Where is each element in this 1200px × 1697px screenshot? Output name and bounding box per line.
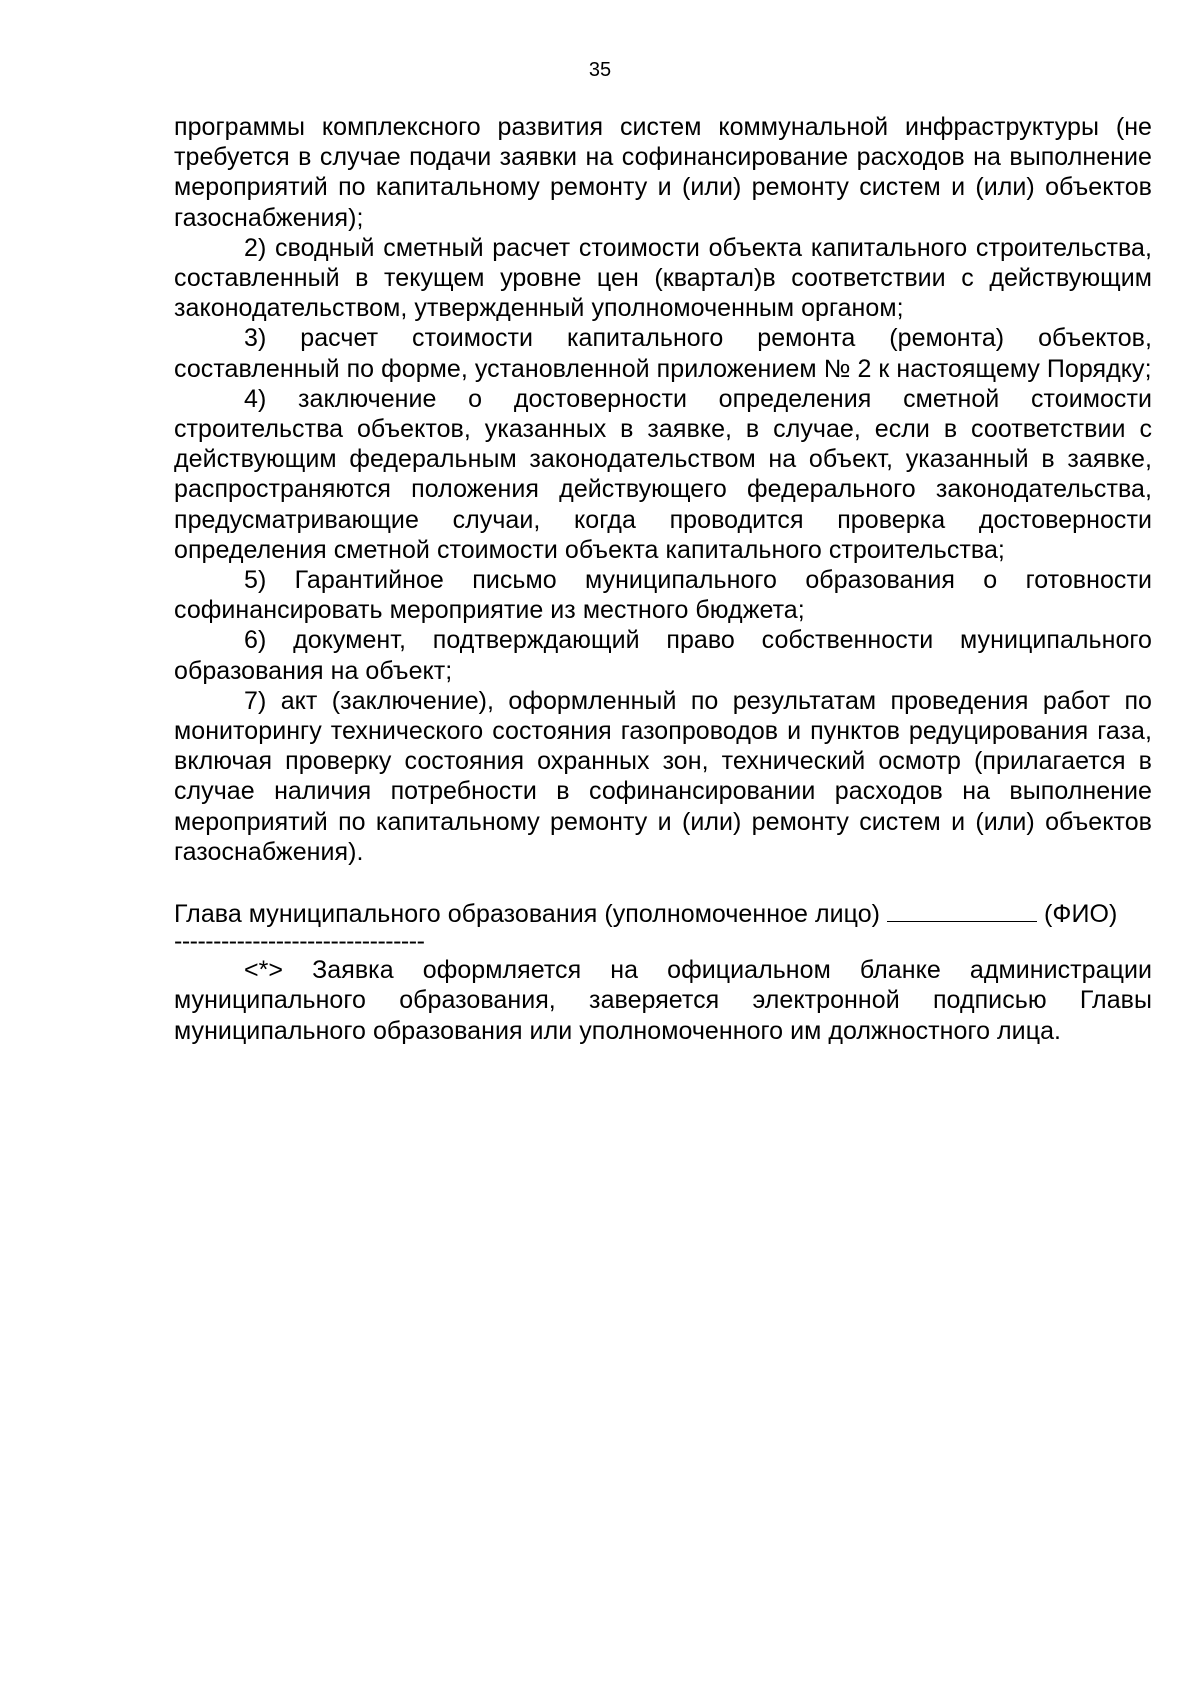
separator-line: --------------------------------: [174, 927, 425, 956]
footnote-separator: [174, 927, 1152, 956]
list-item-3: 3) расчет стоимости капитального ремонта (ремонта) объектов, составленный по форме, установленной приложением № 2 к настоящему Порядку;: [174, 324, 1152, 383]
signature-line: [887, 899, 1037, 922]
footnote: <*> Заявка оформляется на официальном бланке администрации муниципального образования, заверяется электронной подписью Главы муниципального образования или уполномоченного им должностного лица.: [174, 956, 1152, 1045]
paragraph-continuation: программы комплексного развития систем коммунальной инфраструктуры (не требуется в случае подачи заявки на софинансирование расходов на выполнение мероприятий по капитальному ремонту и (или) ремонту систем и (или) объектов газоснабжения);: [174, 113, 1152, 232]
list-item-4: 4) заключение о достоверности определения сметной стоимости строительства объектов, указанных в заявке, в случае, если в соответствии с действующим федеральным законодательством на объект, указанный в заявке, распространяются положения действующего федерального законодательства, предусматривающие случаи, когда проводится проверка достоверности определения сметной стоимости объекта капитального строительства;: [174, 384, 1152, 564]
page-number: 35: [588, 59, 612, 81]
signature-block: [174, 899, 1152, 929]
list-item-7: 7) акт (заключение), оформленный по результатам проведения работ по мониторингу технического состояния газопроводов и пунктов редуцирования газа, включая проверку состояния охранных зон, технический осмотр (прилагается в случае наличия потребности в софинансировании расходов на выполнение мероприятий по капитальному ремонту и (или) ремонту систем и (или) объектов газоснабжения).: [174, 686, 1152, 866]
signature-fio: (ФИО): [1044, 900, 1118, 929]
signature-text: Глава муниципального образования (уполномоченное лицо): [174, 900, 881, 929]
list-item-2: 2) сводный сметный расчет стоимости объекта капитального строительства, составленный в текущем уровне цен (квартал)в соответствии с действующим законодательством, утвержденный уполномоченным органом;: [174, 233, 1152, 323]
list-item-5: 5) Гарантийное письмо муниципального образования о готовности софинансировать мероприятие из местного бюджета;: [174, 566, 1152, 625]
document-body: [174, 112, 1152, 1046]
list-item-6: 6) документ, подтверждающий право собственности муниципального образования на объект;: [174, 626, 1152, 685]
